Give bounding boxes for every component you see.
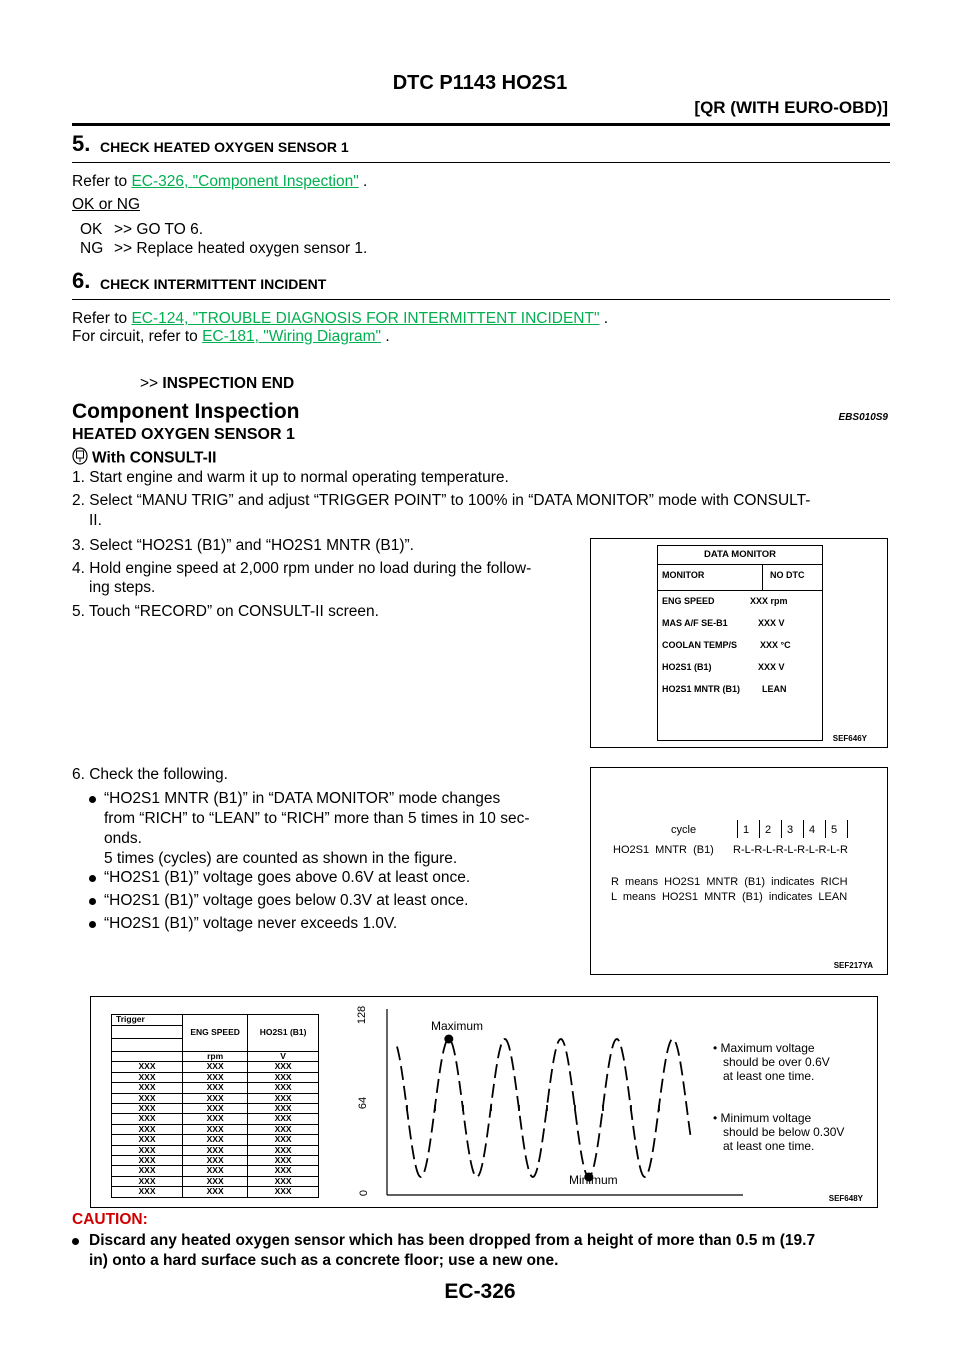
cycle-number: 1 xyxy=(743,824,750,836)
table-unit-eng: rpm xyxy=(183,1052,248,1062)
cycle-divider xyxy=(847,820,848,838)
dm-col-nodtc: NO DTC xyxy=(770,570,805,580)
wiring-diagram-link[interactable]: EC-181, "Wiring Diagram" xyxy=(202,328,382,345)
end-arrow: >> xyxy=(140,375,159,392)
step-number: 6. xyxy=(72,268,91,293)
table-cell: XXX xyxy=(183,1062,248,1072)
dm-row-label: ENG SPEED xyxy=(662,596,715,606)
table-cell: XXX xyxy=(112,1062,183,1072)
dm-divider xyxy=(658,590,822,591)
table-cell: XXX xyxy=(248,1124,319,1134)
inspect-step-6: 6. Check the following. xyxy=(72,766,228,783)
table-cell: XXX xyxy=(248,1176,319,1186)
figure-tag: SEF648Y xyxy=(828,1194,863,1203)
result-code: OK xyxy=(80,221,103,238)
table-header-eng: ENG SPEED xyxy=(183,1015,248,1052)
table-cell: XXX xyxy=(112,1124,183,1134)
maximum-point xyxy=(444,1035,453,1044)
mntr-label: HO2S1 MNTR (B1) xyxy=(613,844,714,856)
table-header-trigger: Trigger xyxy=(112,1015,183,1026)
table-cell: XXX xyxy=(112,1166,183,1176)
bullet-icon xyxy=(89,875,96,882)
header-rule xyxy=(72,123,890,126)
table-cell: XXX xyxy=(112,1093,183,1103)
cycle-label: cycle xyxy=(671,824,697,836)
table-cell: XXX xyxy=(248,1114,319,1124)
figure-tag: SEF646Y xyxy=(832,734,867,743)
table-cell: XXX xyxy=(248,1062,319,1072)
refer-suffix: . xyxy=(358,173,368,190)
note-line: at least one time. xyxy=(723,1069,815,1083)
cycle-divider xyxy=(737,820,738,838)
caution-label: CAUTION: xyxy=(72,1211,148,1228)
check-item xyxy=(89,868,470,888)
bullet-icon xyxy=(72,1238,79,1245)
refer-prefix: Refer to xyxy=(72,173,132,190)
lean-explanation: L means HO2S1 MNTR (B1) indicates LEAN xyxy=(611,891,848,903)
section-ref: EBS010S9 xyxy=(838,412,888,423)
table-cell: XXX xyxy=(112,1156,183,1166)
note-line: should be over 0.6V xyxy=(723,1055,830,1069)
result-code: NG xyxy=(80,240,104,257)
cycle-divider xyxy=(781,820,782,838)
waveform-figure xyxy=(90,996,878,1208)
table-cell: XXX xyxy=(248,1104,319,1114)
cycle-number: 4 xyxy=(809,824,816,836)
check-line: “HO2S1 (B1)” voltage goes below 0.3V at least once. xyxy=(104,892,469,909)
refer-prefix: Refer to xyxy=(72,310,132,327)
inspect-step-2: 2. Select “MANU TRIG” and adjust “TRIGGER POINT” to 100% in “DATA MONITOR” mode with CONSULT- xyxy=(72,492,811,509)
step-6-refer xyxy=(72,309,608,329)
note-line: • Maximum voltage xyxy=(713,1041,815,1055)
dm-row-label: HO2S1 (B1) xyxy=(662,662,712,672)
page-header-subtitle: [QR (WITH EURO-OBD)] xyxy=(694,98,888,117)
result-ng xyxy=(80,239,367,259)
dm-row-value: XXX rpm xyxy=(750,596,788,606)
result-ok xyxy=(80,220,203,240)
inspect-step-3: 3. Select “HO2S1 (B1)” and “HO2S1 MNTR (B1)”. xyxy=(72,537,414,554)
table-cell: XXX xyxy=(183,1114,248,1124)
dm-row-label: MAS A/F SE-B1 xyxy=(662,618,728,628)
note-line: • Minimum voltage xyxy=(713,1111,812,1125)
table-unit-ho2: V xyxy=(248,1052,319,1062)
table-cell: XXX xyxy=(183,1072,248,1082)
caution-line: Discard any heated oxygen sensor which has been dropped from a height of more than 0.5 m (19.7 xyxy=(89,1232,816,1249)
bullet-icon xyxy=(89,796,96,803)
min-note xyxy=(713,1111,844,1153)
check-line: 5 times (cycles) are counted as shown in the figure. xyxy=(104,850,458,867)
dm-col-divider xyxy=(762,564,763,590)
note-line: should be below 0.30V xyxy=(723,1125,845,1139)
caution-line: in) onto a hard surface such as a concrete floor; use a new one. xyxy=(89,1252,559,1269)
dm-col-monitor: MONITOR xyxy=(662,570,705,580)
check-item xyxy=(89,789,579,869)
dm-row-label: HO2S1 MNTR (B1) xyxy=(662,684,741,694)
table-cell: XXX xyxy=(112,1083,183,1093)
step-5-heading xyxy=(72,131,890,163)
cycle-divider xyxy=(825,820,826,838)
circuit-prefix: For circuit, refer to xyxy=(72,328,203,345)
table-cell: XXX xyxy=(112,1135,183,1145)
cycle-figure xyxy=(590,767,888,975)
table-cell: XXX xyxy=(112,1072,183,1082)
page-number: EC-326 xyxy=(444,1280,516,1303)
section-title: Component Inspection xyxy=(72,400,300,423)
check-item xyxy=(89,914,397,934)
bullet-icon xyxy=(89,898,96,905)
check-line: “HO2S1 (B1)” voltage never exceeds 1.0V. xyxy=(104,915,398,932)
table-cell: XXX xyxy=(248,1083,319,1093)
dm-row-value: XXX °C xyxy=(760,640,791,650)
cycle-divider xyxy=(803,820,804,838)
minimum-label: Minimum xyxy=(569,1173,618,1187)
caution-text xyxy=(72,1231,815,1271)
dm-row-label: COOLAN TEMP/S xyxy=(662,640,738,650)
waveform-chart xyxy=(91,997,877,1207)
inspection-end xyxy=(140,374,294,394)
refer-suffix: . xyxy=(599,310,609,327)
step-6-heading xyxy=(72,268,890,300)
result-text: >> GO TO 6. xyxy=(114,221,204,238)
bullet-icon xyxy=(89,921,96,928)
y-tick-64: 64 xyxy=(357,1096,370,1110)
table-cell: XXX xyxy=(112,1104,183,1114)
inspect-step-4: 4. Hold engine speed at 2,000 rpm under no load during the follow- xyxy=(72,560,532,577)
rich-explanation: R means HO2S1 MNTR (B1) indicates RICH xyxy=(611,876,848,888)
table-cell: XXX xyxy=(248,1145,319,1155)
y-tick-0: 0 xyxy=(358,1189,371,1197)
table-cell: XXX xyxy=(183,1083,248,1093)
dm-row-value: LEAN xyxy=(762,684,787,694)
table-cell: XXX xyxy=(183,1104,248,1114)
dm-title: DATA MONITOR xyxy=(704,549,776,560)
step-6-circuit xyxy=(72,327,390,347)
check-item xyxy=(89,891,468,911)
table-cell: XXX xyxy=(183,1135,248,1145)
data-monitor-figure xyxy=(590,538,888,748)
end-text: INSPECTION END xyxy=(162,375,295,392)
dm-divider xyxy=(658,564,822,565)
cycle-number: 2 xyxy=(765,824,772,836)
table-cell: XXX xyxy=(183,1093,248,1103)
cycle-number: 5 xyxy=(831,824,838,836)
waveform-series xyxy=(397,1039,691,1177)
step-5-refer xyxy=(72,172,367,192)
table-cell: XXX xyxy=(248,1187,319,1197)
page-header-title: DTC P1143 HO2S1 xyxy=(392,72,568,94)
max-note xyxy=(713,1041,830,1083)
table-header-ho2: HO2S1 (B1) xyxy=(248,1015,319,1052)
component-inspection-link[interactable]: EC-326, "Component Inspection" xyxy=(131,173,359,190)
figure-tag: SEF217YA xyxy=(833,961,873,970)
inspect-step-4-cont: ing steps. xyxy=(89,579,156,596)
intermittent-incident-link[interactable]: EC-124, "TROUBLE DIAGNOSIS FOR INTERMITTENT INCIDENT" xyxy=(131,310,600,327)
maximum-label: Maximum xyxy=(431,1019,484,1033)
table-cell: XXX xyxy=(183,1156,248,1166)
step-title: CHECK INTERMITTENT INCIDENT xyxy=(100,276,327,292)
dm-row-value: XXX V xyxy=(758,662,785,672)
table-cell: XXX xyxy=(112,1114,183,1124)
consult-heading xyxy=(72,447,216,470)
step-number: 5. xyxy=(72,131,91,156)
waveform-line xyxy=(397,1039,691,1177)
table-cell: XXX xyxy=(183,1187,248,1197)
check-line: onds. xyxy=(104,830,142,847)
table-cell: XXX xyxy=(183,1145,248,1155)
result-text: >> Replace heated oxygen sensor 1. xyxy=(114,240,368,257)
note-line: at least one time. xyxy=(723,1139,815,1153)
table-cell: XXX xyxy=(183,1166,248,1176)
check-line: from “RICH” to “LEAN” to “RICH” more than 5 times in 10 sec- xyxy=(104,810,530,827)
ok-ng-label: OK or NG xyxy=(72,196,141,213)
table-cell: XXX xyxy=(248,1135,319,1145)
cycle-number: 3 xyxy=(787,824,794,836)
consult-label: With CONSULT-II xyxy=(92,449,217,467)
section-subtitle: HEATED OXYGEN SENSOR 1 xyxy=(72,426,295,443)
table-cell: XXX xyxy=(112,1187,183,1197)
table-cell: XXX xyxy=(183,1176,248,1186)
inspect-step-2-cont: II. xyxy=(89,512,102,529)
table-cell: XXX xyxy=(248,1093,319,1103)
table-cell: XXX xyxy=(248,1156,319,1166)
table-cell: XXX xyxy=(183,1124,248,1134)
table-cell: XXX xyxy=(248,1166,319,1176)
check-line: “HO2S1 (B1)” voltage goes above 0.6V at least once. xyxy=(104,869,471,886)
inspect-step-1: 1. Start engine and warm it up to normal operating temperature. xyxy=(72,469,509,486)
cycle-divider xyxy=(759,820,760,838)
check-line: “HO2S1 MNTR (B1)” in “DATA MONITOR” mode changes xyxy=(104,790,501,807)
table-cell: XXX xyxy=(112,1145,183,1155)
inspect-step-5: 5. Touch “RECORD” on CONSULT-II screen. xyxy=(72,603,379,620)
dm-row-value: XXX V xyxy=(758,618,785,628)
table-cell: XXX xyxy=(248,1072,319,1082)
table-cell: XXX xyxy=(112,1176,183,1186)
data-monitor-screen xyxy=(657,545,823,741)
y-tick-128: 128 xyxy=(356,1005,369,1025)
step-title: CHECK HEATED OXYGEN SENSOR 1 xyxy=(100,139,349,155)
mntr-sequence: R-L-R-L-R-L-R-L-R-L-R xyxy=(733,844,848,856)
consult-icon xyxy=(72,447,88,470)
circuit-suffix: . xyxy=(381,328,390,345)
